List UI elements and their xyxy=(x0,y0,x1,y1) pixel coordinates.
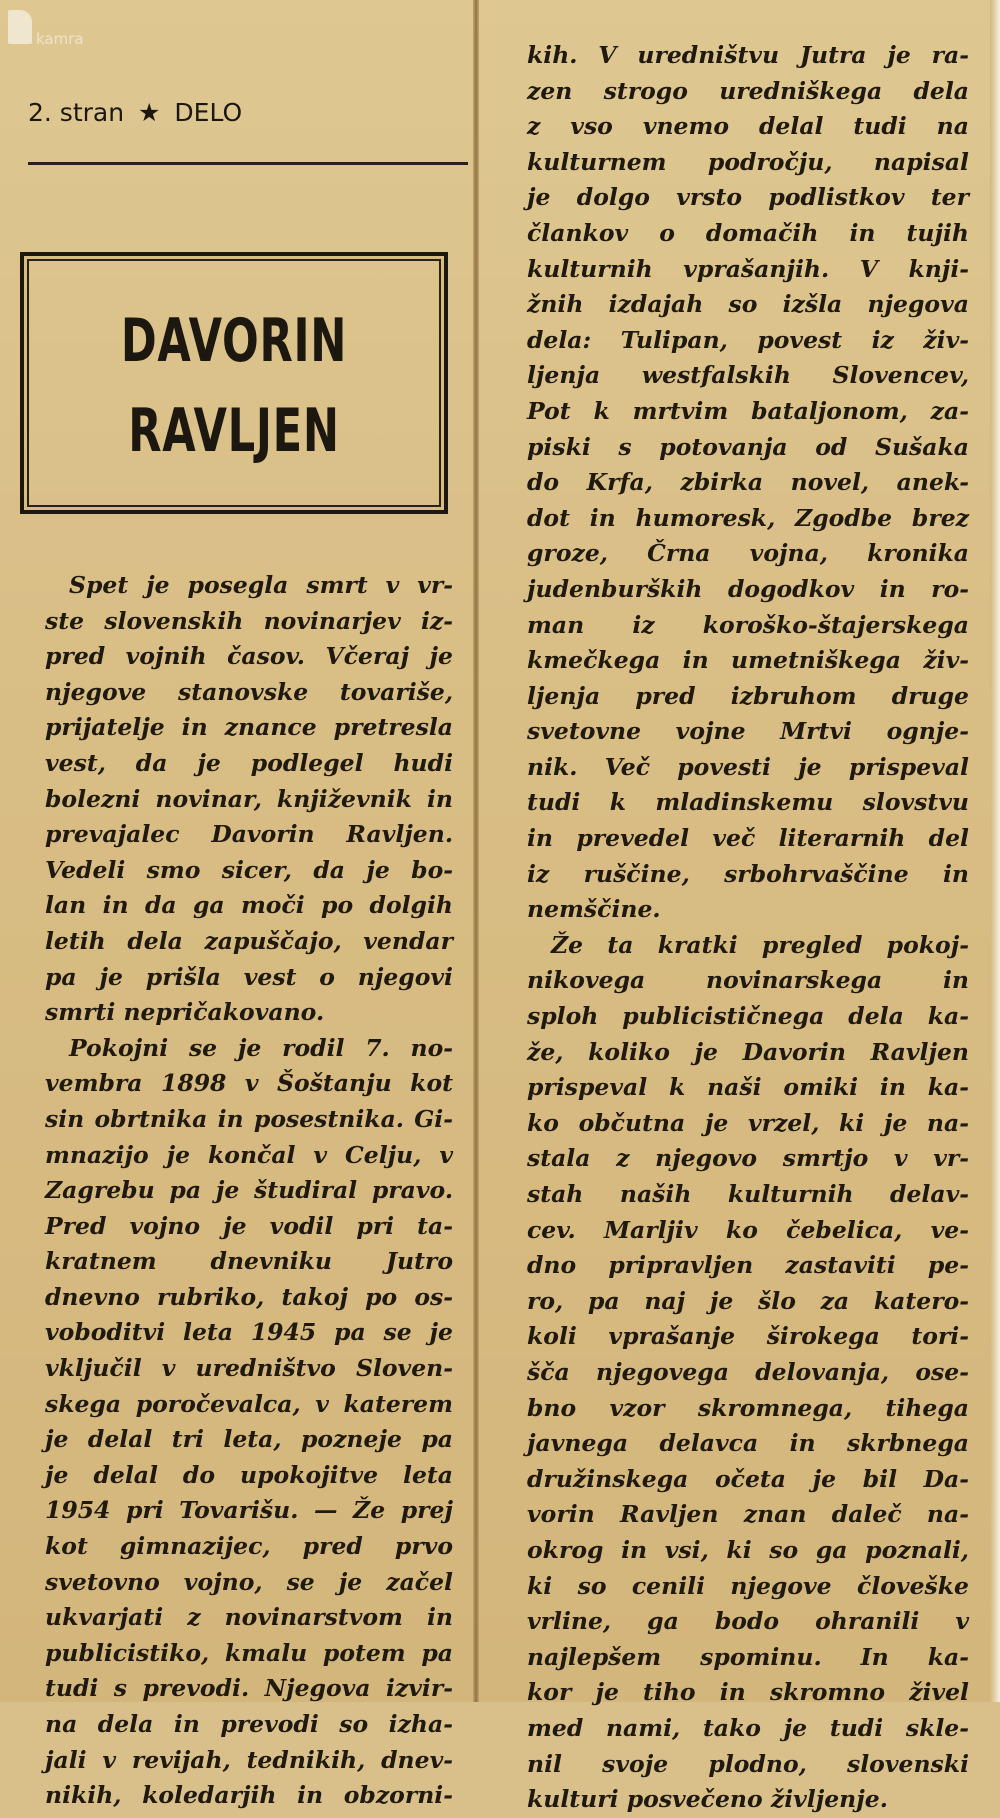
text-line: nemščine. xyxy=(527,895,661,924)
article-column-left xyxy=(45,568,453,1814)
text-line: nikovega novinarskega in xyxy=(527,966,969,995)
text-line: iz ruščine, srbohrvaščine in xyxy=(527,859,969,888)
newspaper-name: DELO xyxy=(174,98,243,127)
text-line: dnevno rubriko, takoj po os- xyxy=(45,1282,453,1311)
text-line: lan in da ga moči po dolgih xyxy=(45,891,453,920)
text-line: ste slovenskih novinarjev iz- xyxy=(45,606,453,635)
text-line: in prevedel več literarnih del xyxy=(527,824,969,853)
headline-line-2: RAVLJEN xyxy=(128,396,340,466)
text-line: Pot k mrtvim bataljonom, za- xyxy=(527,396,969,425)
text-line: prevajalec Davorin Ravljen. xyxy=(45,820,453,849)
text-line: mnazijo je končal v Celju, v xyxy=(45,1140,453,1169)
text-line: vključil v uredništvo Sloven- xyxy=(45,1354,453,1383)
text-line: Že ta kratki pregled pokoj- xyxy=(551,930,969,959)
text-line: do Krfa, zbirka novel, anek- xyxy=(527,468,969,497)
article-column-right xyxy=(527,38,969,1818)
text-line: pa je prišla vest o njegovi xyxy=(45,962,453,991)
text-line: kulturnem področju, napisal xyxy=(527,147,969,176)
text-line: piski s potovanja od Sušaka xyxy=(527,432,969,461)
text-line: Zagrebu pa je študiral pravo. xyxy=(45,1176,453,1205)
text-line: smrti nepričakovano. xyxy=(45,998,325,1027)
text-line: stala z njegovo smrtjo v vr- xyxy=(527,1144,969,1173)
text-line: svetovno vojno, se je začel xyxy=(45,1567,453,1596)
text-line: kor je tiho in skromno živel xyxy=(527,1678,969,1707)
page-header xyxy=(28,98,448,127)
text-line: Pokojni se je rodil 7. no- xyxy=(69,1033,453,1062)
text-line: dot in humoresk, Zgodbe brez xyxy=(527,503,969,532)
text-line: že, koliko je Davorin Ravljen xyxy=(527,1037,969,1066)
text-line: člankov o domačih in tujih xyxy=(527,218,969,247)
text-line: dela: Tulipan, povest iz živ- xyxy=(527,325,969,354)
star-icon: ★ xyxy=(138,98,161,127)
watermark-logo xyxy=(8,10,128,50)
text-line: najlepšem spominu. In ka- xyxy=(527,1642,969,1671)
text-line: nik. Več povesti je prispeval xyxy=(527,752,969,781)
text-line: ko občutna je vrzel, ki je na- xyxy=(527,1108,969,1137)
text-line: ki so cenili njegove človeške xyxy=(527,1571,969,1600)
text-line: jali v revijah, tednikih, dnev- xyxy=(45,1745,453,1774)
text-line: tudi s prevodi. Njegova izvir- xyxy=(45,1674,453,1703)
text-line: vrline, ga bodo ohranili v xyxy=(527,1607,969,1636)
text-line: družinskega očeta je bil Da- xyxy=(527,1464,969,1493)
text-line: kih. V uredništvu Jutra je ra- xyxy=(527,41,969,69)
text-line: kot gimnazijec, pred prvo xyxy=(45,1532,453,1561)
text-line: je dolgo vrsto podlistkov ter xyxy=(527,183,969,212)
text-line: pred vojnih časov. Včeraj je xyxy=(45,642,453,671)
text-line: publicistiko, kmalu potem pa xyxy=(45,1638,453,1667)
text-line: je delal do upokojitve leta xyxy=(45,1460,453,1489)
text-line: je delal tri leta, pozneje pa xyxy=(45,1425,453,1454)
text-line: bolezni novinar, književnik in xyxy=(45,784,453,813)
text-line: stah naših kulturnih delav- xyxy=(527,1180,969,1208)
text-line: ro, pa naj je šlo za katero- xyxy=(527,1286,969,1315)
text-line: kulturi posvečeno življenje. xyxy=(527,1785,888,1814)
text-line: z vso vnemo delal tudi na xyxy=(527,112,969,141)
text-line: kratnem dnevniku Jutro xyxy=(45,1247,453,1276)
text-line: zen strogo uredniškega dela xyxy=(527,76,969,105)
column-fold xyxy=(473,0,479,1702)
headline-line-1: DAVORIN xyxy=(120,306,348,376)
text-line: koli vprašanje širokega tori- xyxy=(527,1322,969,1351)
text-line: voboditvi leta 1945 pa se je xyxy=(45,1318,453,1347)
text-line: kulturnih vprašanjih. V knji- xyxy=(527,254,969,283)
text-line: vest, da je podlegel hudi xyxy=(45,748,453,777)
text-line: javnega delavca in skrbnega xyxy=(527,1429,969,1458)
text-line: sploh publicističnega dela ka- xyxy=(527,1002,969,1031)
text-line: judenburških dogodkov in ro- xyxy=(527,574,969,603)
text-line: 1954 pri Tovarišu. — Že prej xyxy=(45,1496,453,1525)
text-line: Spet je posegla smrt v vr- xyxy=(69,571,453,599)
text-line: nil svoje plodno, slovenski xyxy=(527,1749,969,1778)
headline-box xyxy=(20,252,448,514)
kamra-logo-icon xyxy=(8,10,32,44)
text-line: letih dela zapuščajo, vendar xyxy=(45,926,453,955)
page-number: 2. stran xyxy=(28,98,125,127)
text-line: ljenja westfalskih Slovencev, xyxy=(527,361,969,390)
text-line: nikih, koledarjih in obzorni- xyxy=(45,1781,453,1810)
header-rule xyxy=(28,162,468,165)
text-line: ljenja pred izbruhom druge xyxy=(527,681,969,710)
text-line: Pred vojno je vodil pri ta- xyxy=(45,1211,453,1240)
text-line: vembra 1898 v Šoštanju kot xyxy=(45,1069,453,1098)
text-line: man iz koroško-štajerskega xyxy=(527,610,969,639)
text-line: kmečkega in umetniškega živ- xyxy=(527,646,969,675)
text-line: žnih izdajah so izšla njegova xyxy=(527,290,969,319)
text-line: groze, Črna vojna, kronika xyxy=(527,539,969,568)
text-line: dno pripravljen zastaviti pe- xyxy=(527,1251,969,1280)
text-line: njegove stanovske tovariše, xyxy=(45,677,453,706)
text-line: prijatelje in znance pretresla xyxy=(45,713,453,742)
text-line: prispeval k naši omiki in ka- xyxy=(527,1073,969,1102)
text-line: med nami, tako je tudi skle- xyxy=(527,1713,969,1742)
text-line: vorin Ravljen znan daleč na- xyxy=(527,1500,969,1529)
text-line: tudi k mladinskemu slovstvu xyxy=(527,788,969,817)
text-line: svetovne vojne Mrtvi ognje- xyxy=(527,717,969,746)
text-line: ukvarjati z novinarstvom in xyxy=(45,1603,453,1632)
text-line: na dela in prevodi so izha- xyxy=(45,1710,453,1738)
text-line: cev. Marljiv ko čebelica, ve- xyxy=(527,1215,969,1244)
text-line: šča njegovega delovanja, ose- xyxy=(527,1357,969,1386)
text-line: skega poročevalca, v katerem xyxy=(45,1389,453,1418)
text-line: okrog in vsi, ki so ga poznali, xyxy=(527,1535,969,1564)
text-line: bno vzor skromnega, tihega xyxy=(527,1393,969,1422)
text-line: Vedeli smo sicer, da je bo- xyxy=(45,855,453,884)
clipping-edge xyxy=(990,0,1000,1702)
text-line: sin obrtnika in posestnika. Gi- xyxy=(45,1104,453,1133)
watermark-text: kamra xyxy=(36,30,84,48)
